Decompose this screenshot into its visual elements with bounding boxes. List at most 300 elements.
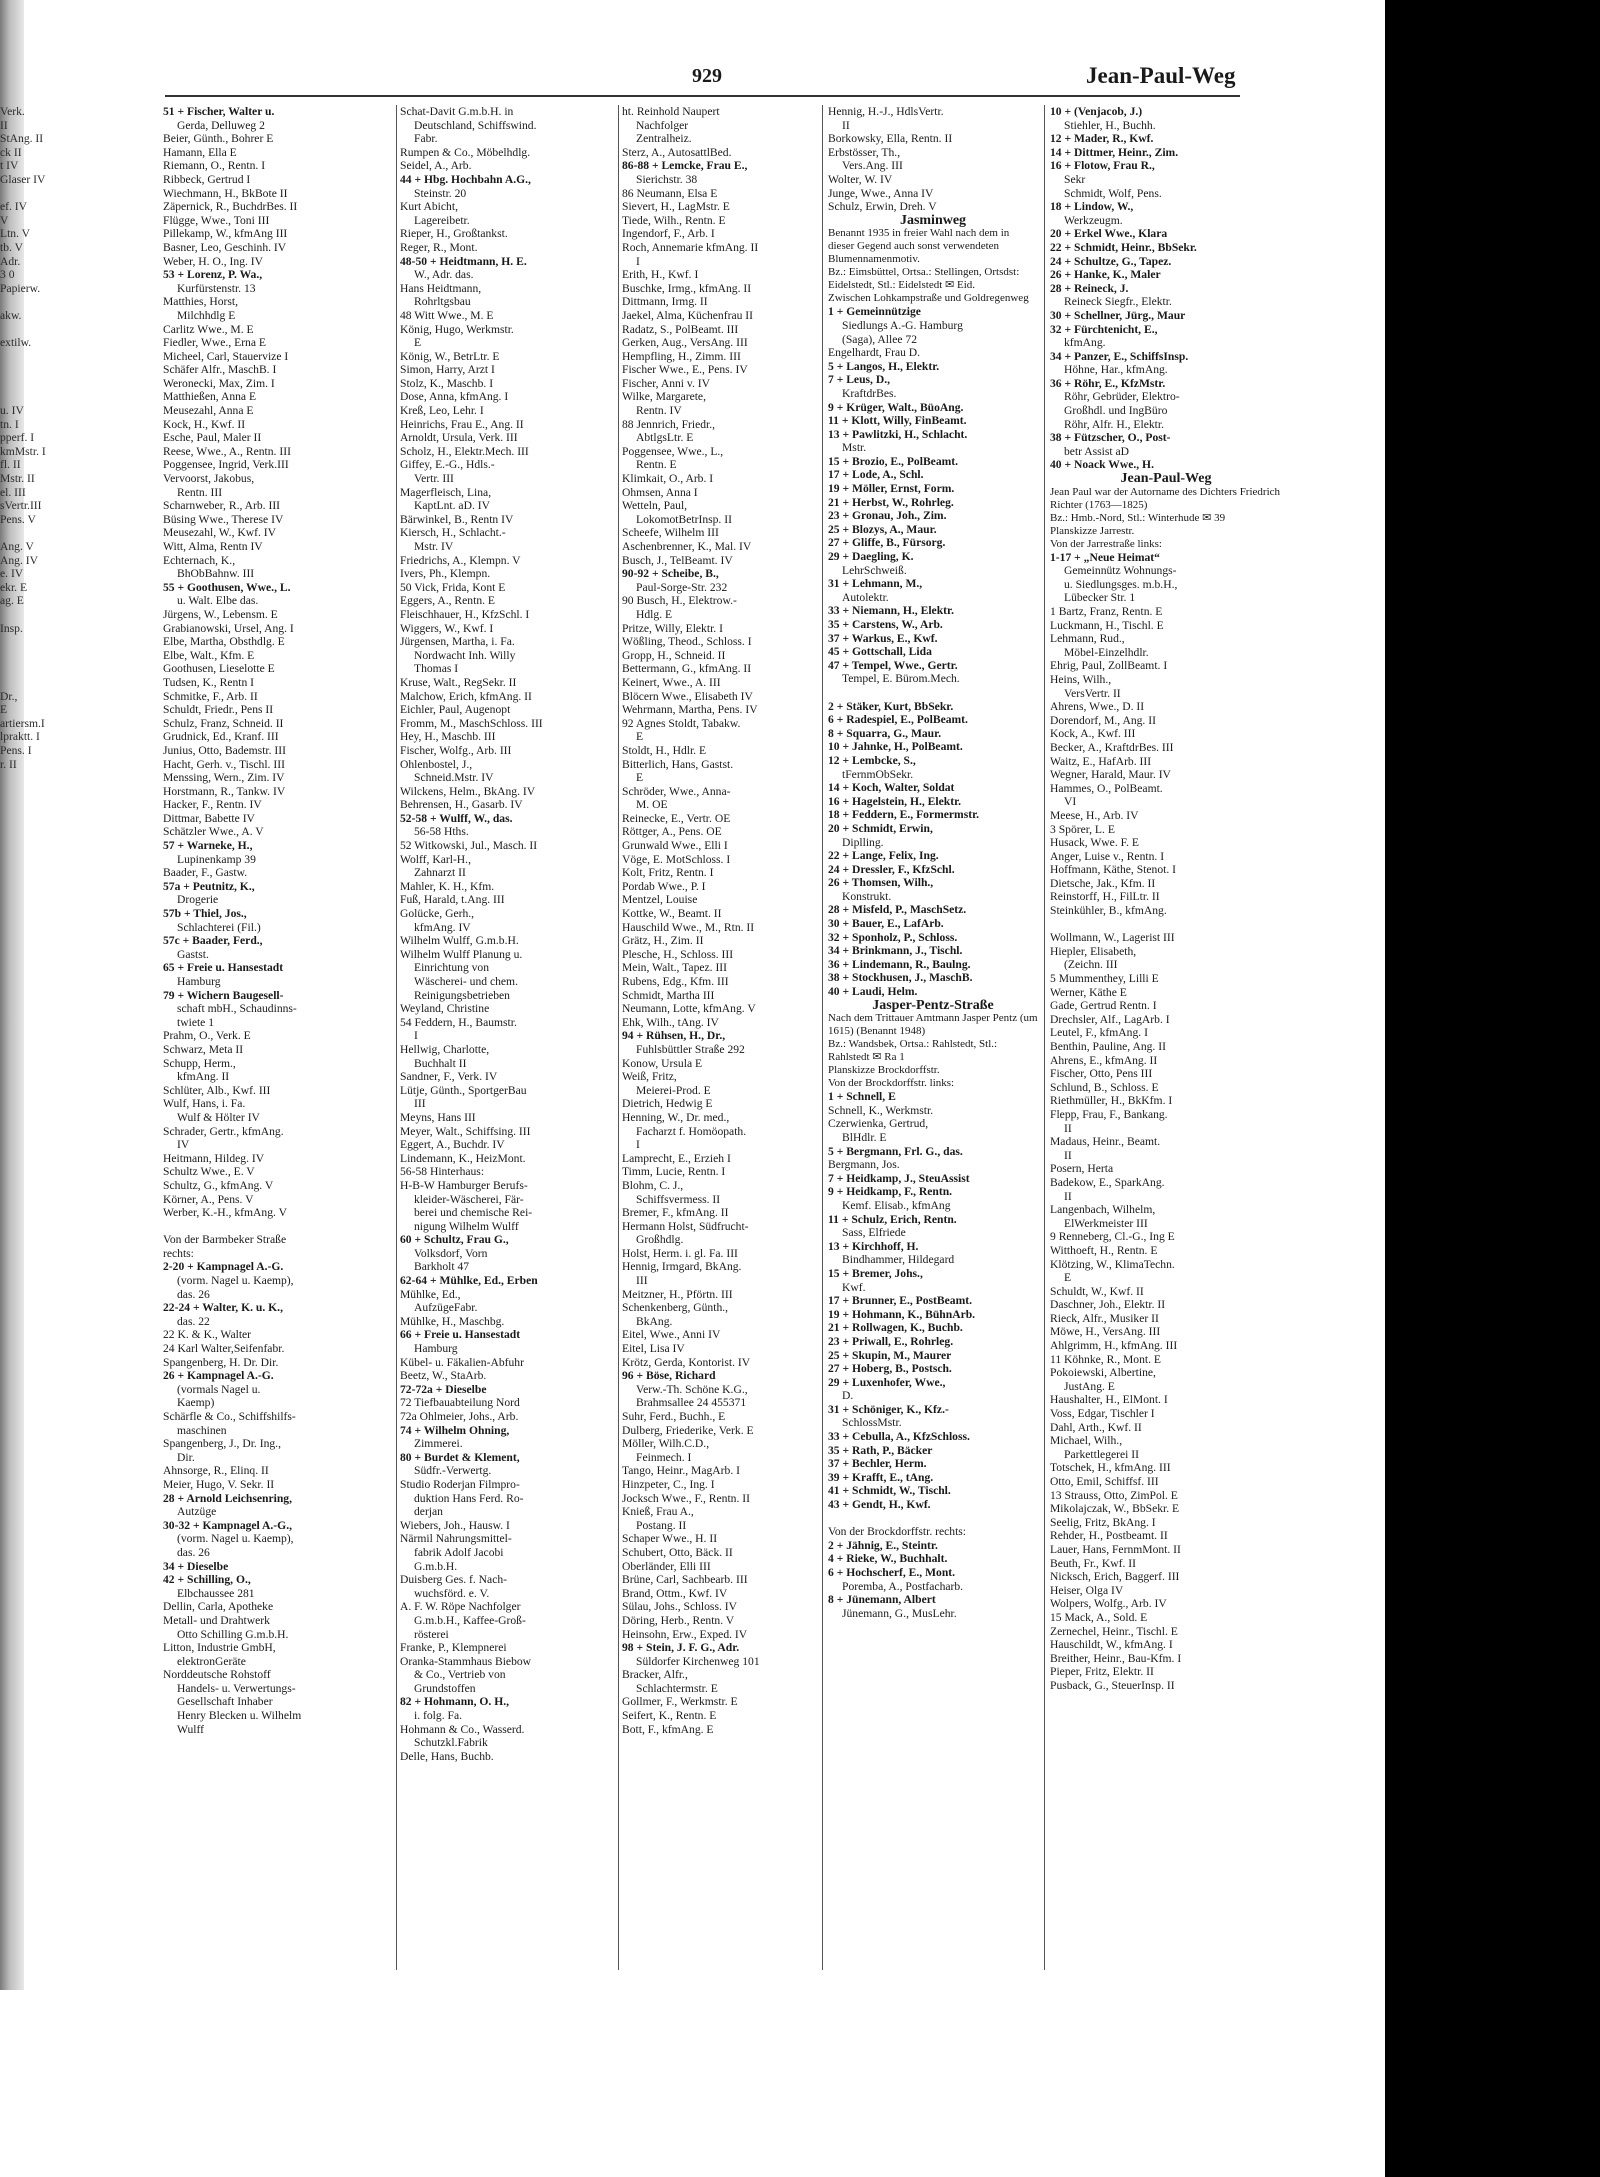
directory-entry: Ahrens, Wwe., D. II [1050, 700, 1145, 714]
directory-entry: Ivers, Ph., Klempn. [400, 567, 491, 581]
directory-entry: Werber, K.-H., kfmAng. V [163, 1206, 287, 1220]
directory-entry: 34 + Brinkmann, J., Tischl. [828, 944, 963, 958]
directory-entry: Meierei-Prod. E [636, 1083, 711, 1097]
directory-entry: Jürgensen, Martha, i. Fa. [400, 635, 515, 649]
directory-entry: 14 + Dittmer, Heinr., Zim. [1050, 145, 1179, 159]
directory-entry: 1 Bartz, Franz, Rentn. E [1050, 605, 1163, 618]
directory-entry: Holst, Herm. i. gl. Fa. III [622, 1246, 738, 1260]
directory-entry: Duisberg Ges. f. Nach- [400, 1573, 507, 1587]
directory-entry: 6 + Hochscherf, E., Mont. [828, 1566, 956, 1579]
directory-entry: tb. V [0, 240, 23, 254]
directory-entry: akw. [0, 308, 22, 322]
directory-entry: Süldorfer Kirchenweg 101 [636, 1654, 760, 1668]
directory-entry: 56-58 Hinterhaus: [400, 1165, 485, 1179]
directory-entry: Scharnweber, R., Arb. III [163, 499, 281, 513]
directory-entry [0, 635, 150, 649]
directory-entry [0, 608, 150, 622]
directory-entry: Breither, Heinr., Bau-Kfm. I [1050, 1651, 1182, 1665]
directory-entry: Möwe, H., VersAng. III [1050, 1325, 1161, 1339]
directory-entry: Weyland, Christine [400, 1002, 490, 1016]
directory-entry: ekr. E [0, 580, 28, 594]
directory-entry: 23 + Gronau, Joh., Zim. [828, 509, 947, 523]
directory-entry: Körner, A., Pens. V [163, 1192, 254, 1206]
directory-entry: Schmidt, Wolf, Pens. [1064, 186, 1162, 200]
directory-entry: Meusezahl, W., Kwf. IV [163, 526, 277, 540]
directory-entry: 36 + Röhr, E., KfzMstr. [1050, 376, 1166, 390]
directory-entry: 42 + Schilling, O., [163, 1573, 251, 1587]
directory-entry: Dir. [177, 1450, 195, 1464]
directory-entry: 26 + Thomsen, Wilh., [828, 876, 934, 890]
directory-entry: Dietsche, Jak., Kfm. II [1050, 876, 1156, 890]
directory-entry: Wößling, Theod., Schloss. I [622, 635, 752, 649]
directory-entry: Schmidt, Martha III [622, 988, 715, 1002]
directory-entry: Schenkenberg, Günth., [622, 1301, 729, 1315]
directory-entry: Kemf. Elisab., kfmAng [842, 1198, 951, 1212]
directory-entry: Gerken, Aug., VersAng. III [622, 336, 748, 350]
directory-entry: Henry Blecken u. Wilhelm [177, 1709, 302, 1723]
directory-entry: 33 + Niemann, H., Elektr. [828, 604, 954, 618]
directory-entry: Rumpen & Co., Möbelhdlg. [400, 145, 531, 159]
directory-entry: Schaper Wwe., H. II [622, 1532, 718, 1546]
directory-entry: derjan [414, 1505, 443, 1519]
directory-entry: Schröder, Wwe., Anna- [622, 784, 731, 798]
street-district-info: Bz.: Hmb.-Nord, Stl.: Winterhude ✉ 39 [1050, 511, 1226, 524]
directory-entry: Micheel, Carl, Stauervize I [163, 349, 289, 363]
directory-entry: Dose, Anna, kfmAng. I [400, 390, 509, 404]
directory-entry: Schulz, Franz, Schneid. II [163, 716, 284, 730]
directory-entry: Luckmann, H., Tischl. E [1050, 618, 1164, 632]
directory-entry: Steinstr. 20 [414, 186, 467, 200]
directory-entry: maschinen [177, 1423, 227, 1437]
directory-entry: Pens. V [0, 512, 36, 526]
directory-entry: Hennig, H.-J., HdlsVertr. [828, 105, 944, 118]
directory-entry: Vervoorst, Jakobus, [163, 472, 255, 486]
directory-entry: 9 Renneberg, Cl.-G., Ing E [1050, 1230, 1175, 1244]
directory-entry: Witt, Alma, Rentn IV [163, 540, 263, 553]
column-1 [163, 105, 393, 1985]
column-divider [396, 105, 397, 1970]
directory-entry: Basner, Leo, Geschinh. IV [163, 240, 287, 254]
directory-entry: 2 + Stäker, Kurt, BbSekr. [828, 699, 954, 713]
directory-entry: Drogerie [177, 893, 219, 907]
directory-entry: Otto, Emil, Schiffsf. III [1050, 1475, 1159, 1488]
column-divider [618, 105, 619, 1970]
directory-entry: Schrader, Gertr., kfmAng. [163, 1124, 284, 1138]
directory-entry: Heinrichs, Frau E., Ang. II [400, 417, 524, 431]
directory-entry: Lauer, Hans, FernmMont. II [1050, 1542, 1181, 1556]
directory-entry: Wilckens, Helm., BkAng. IV [400, 784, 536, 798]
street-subheading: Planskizze Brockdorffstr. [828, 1064, 940, 1077]
directory-entry: Kurt Abicht, [400, 200, 458, 214]
directory-entry: Reese, Wwe., A., Rentn. III [163, 444, 291, 458]
directory-entry: Zahnarzt II [414, 866, 466, 880]
directory-entry: Meier, Hugo, V. Sekr. II [163, 1477, 275, 1491]
directory-entry: 57c + Baader, Ferd., [163, 934, 263, 948]
directory-entry: 94 + Rühsen, H., Dr., [622, 1029, 726, 1043]
directory-entry: i. folg. Fa. [414, 1709, 462, 1723]
directory-entry: Deutschland, Schiffswind. [414, 118, 537, 132]
directory-entry: Schuldt, Friedr., Pens II [163, 703, 274, 717]
directory-entry: Klötzing, W., KlimaTechn. [1050, 1257, 1175, 1271]
directory-entry: Suhr, Ferd., Buchh., E [622, 1410, 726, 1423]
directory-entry: E [0, 703, 8, 717]
directory-entry: duktion Hans Ferd. Ro- [414, 1491, 524, 1505]
directory-entry: Schlachtermstr. E [636, 1681, 718, 1695]
directory-entry: Kreß, Leo, Lehr. I [400, 404, 484, 418]
directory-entry: ck II [0, 145, 22, 159]
directory-entry: I [636, 254, 640, 268]
directory-entry: Hauschild Wwe., M., Rtn. II [622, 920, 755, 934]
directory-entry: Röttger, A., Pens. OE [622, 825, 722, 839]
directory-entry: u. Siedlungsges. m.b.H., [1064, 577, 1178, 591]
directory-entry: Konow, Ursula E [622, 1056, 703, 1070]
directory-entry: 82 + Hohmann, O. H., [400, 1695, 510, 1709]
directory-entry: Parkettlegerei II [1064, 1447, 1139, 1461]
directory-entry: Schubert, Otto, Bäck. II [622, 1545, 733, 1559]
directory-entry: Sievert, H., LagMstr. E [622, 200, 730, 214]
directory-entry: 43 + Gendt, H., Kwf. [828, 1498, 931, 1512]
directory-entry: Feinmech. I [636, 1450, 692, 1464]
directory-entry: 47 + Tempel, Wwe., Gertr. [828, 658, 958, 672]
directory-entry: Hauschildt, W., kfmAng. I [1050, 1638, 1173, 1652]
directory-entry: KraftdrBes. [842, 386, 897, 400]
directory-entry: E [636, 730, 644, 744]
directory-entry: Oranka-Stammhaus Biebow [400, 1654, 532, 1668]
directory-entry: Blöcern Wwe., Elisabeth IV [622, 689, 753, 703]
directory-entry: M. OE [636, 798, 668, 812]
directory-entry: 48 Witt Wwe., M. E [400, 308, 494, 322]
directory-entry: Voss, Edgar, Tischler I [1050, 1407, 1155, 1421]
directory-entry: Wolter, W. IV [828, 172, 893, 186]
directory-entry: II [0, 118, 8, 132]
directory-entry: Hennig, Irmgard, BkAng. [622, 1260, 742, 1274]
directory-entry: VI [1064, 795, 1077, 809]
directory-entry: Aschenbrenner, K., Mal. IV [622, 540, 752, 553]
directory-entry: Scholz, H., Elektr.Mech. III [400, 444, 529, 458]
directory-entry: 25 + Skupin, M., Maurer [828, 1348, 952, 1362]
directory-entry: kleider-Wäscherei, Fär- [414, 1192, 524, 1206]
directory-entry: Mikolajczak, W., BbSekr. E [1050, 1502, 1180, 1516]
directory-entry: 10 + (Venjacob, J.) [1050, 105, 1143, 118]
directory-entry: Eitel, Lisa IV [622, 1342, 685, 1356]
directory-entry: Sterz, A., AutosattlBed. [622, 145, 732, 159]
directory-entry: Meitzner, H., Pförtn. III [622, 1287, 733, 1301]
directory-entry: 16 + Hagelstein, H., Elektr. [828, 794, 962, 808]
directory-entry: Madaus, Heinr., Beamt. [1050, 1135, 1161, 1149]
directory-entry: Menssing, Wern., Zim. IV [163, 771, 285, 785]
directory-entry: 9 + Heidkamp, F., Rentn. [828, 1185, 953, 1199]
directory-entry [0, 676, 150, 690]
directory-entry: 30 + Schellner, Jürg., Maur [1050, 308, 1186, 322]
directory-entry: Weiß, Fritz, [622, 1070, 677, 1084]
directory-entry: Siedlungs A.-G. Hamburg [842, 318, 963, 332]
directory-entry: 53 + Lorenz, P. Wa., [163, 268, 263, 282]
directory-entry: Brüne, Carl, Sachbearb. III [622, 1573, 748, 1587]
directory-entry: Gollmer, F., Werkmstr. E [622, 1695, 738, 1709]
directory-entry: Giffey, E.-G., Hdls.- [400, 458, 495, 472]
directory-entry: Carlitz Wwe., M. E [163, 322, 254, 336]
street-district-info: Bz.: Wandsbek, Ortsa.: Rahlstedt, Stl.: Rahlstedt ✉ Ra 1 [828, 1038, 998, 1064]
directory-entry: 18 + Lindow, W., [1050, 200, 1134, 214]
directory-entry: Konstrukt. [842, 889, 892, 903]
directory-entry: Hamburg [177, 975, 221, 988]
directory-entry: Litton, Industrie GmbH, [163, 1641, 276, 1655]
directory-entry: Weronecki, Max, Zim. I [163, 376, 275, 390]
directory-entry: Seelig, Fritz, BkAng. I [1050, 1515, 1156, 1529]
directory-entry: Schlüter, Alb., Kwf. III [163, 1083, 271, 1097]
directory-entry: Schuldt, W., Kwf. II [1050, 1284, 1144, 1298]
directory-entry: Zimmerei. [414, 1437, 463, 1451]
directory-entry: Reinigungsbetrieben [414, 988, 510, 1002]
directory-entry: Gropp, H., Schneid. II [622, 648, 726, 662]
directory-entry: Meese, H., Arb. IV [1050, 808, 1139, 822]
directory-entry: 38 + Fützscher, O., Post- [1050, 431, 1171, 445]
directory-entry: Badekow, E., SparkAng. [1050, 1175, 1165, 1189]
directory-entry: Junge, Wwe., Anna IV [828, 186, 934, 200]
directory-entry: Mentzel, Louise [622, 893, 698, 907]
directory-entry: Schiffsvermess. II [636, 1192, 721, 1206]
directory-entry: Lübecker Str. 1 [1064, 591, 1136, 605]
directory-entry: 38 + Stockhusen, J., MaschB. [828, 971, 973, 985]
directory-entry: 34 + Dieselbe [163, 1559, 229, 1573]
directory-entry: 3 0 [0, 268, 15, 282]
directory-entry: Timm, Lucie, Rentn. I [622, 1165, 726, 1179]
directory-entry: 2 + Jähnig, E., Steintr. [828, 1538, 938, 1552]
directory-entry: Wilke, Margarete, [622, 390, 706, 404]
directory-entry: 7 + Leus, D., [828, 373, 891, 387]
directory-entry: 22-24 + Walter, K. u. K., [163, 1301, 283, 1315]
directory-entry: Seidel, A., Arb. [400, 159, 472, 173]
directory-entry: Hoffmann, Käthe, Stenot. I [1050, 863, 1177, 877]
directory-entry: Weber, H. O., Ing. IV [163, 254, 264, 268]
directory-entry: t IV [0, 159, 19, 173]
directory-entry: Ehrig, Paul, ZollBeamt. I [1050, 659, 1168, 673]
directory-entry: 10 + Jahnke, H., PolBeamt. [828, 740, 963, 754]
column-5 [1050, 105, 1282, 1985]
directory-entry: Seifert, K., Rentn. E [622, 1709, 717, 1723]
street-heading: Jasper-Pentz-Straße [872, 998, 994, 1013]
directory-entry: 80 + Burdet & Klement, [400, 1450, 520, 1464]
directory-entry: Studio Roderjan Filmpro- [400, 1477, 520, 1491]
directory-entry: Gesellschaft Inhaber [177, 1695, 273, 1709]
directory-entry: Barkholt 47 [414, 1260, 470, 1274]
directory-entry: Prahm, O., Verk. E [163, 1029, 251, 1043]
directory-entry: 72-72a + Dieselbe [400, 1382, 487, 1396]
directory-entry: E [414, 336, 422, 350]
directory-entry: III [414, 1097, 426, 1111]
directory-entry: Anger, Luise v., Rentn. I [1050, 849, 1165, 863]
directory-entry: Reineck Siegfr., Elektr. [1064, 295, 1172, 309]
directory-entry: Schupp, Herm., [163, 1056, 236, 1070]
directory-entry: Fromm, M., MaschSchloss. III [400, 716, 543, 730]
directory-entry: Paul-Sorge-Str. 232 [636, 580, 728, 594]
directory-entry: Haushalter, H., ElMont. I [1050, 1393, 1168, 1407]
directory-entry: ag. E [0, 594, 24, 608]
directory-entry: Werkzeugm. [1064, 213, 1123, 227]
directory-entry: Rehder, H., Postbeamt. II [1050, 1529, 1168, 1543]
directory-entry: Fuhlsbüttler Straße 292 [636, 1042, 745, 1056]
directory-entry: Schulz, Erwin, Dreh. V [828, 200, 937, 214]
column-divider [1044, 105, 1045, 1970]
directory-entry: Handels- u. Verwertungs- [177, 1681, 296, 1695]
directory-entry: Spangenberg, H. Dr. Dir. [163, 1355, 279, 1369]
directory-entry: Stiehler, H., Buchh. [1064, 118, 1156, 132]
directory-entry: kmMstr. I [0, 444, 46, 458]
directory-entry: 26 + Hanke, K., Maler [1050, 268, 1161, 282]
directory-entry: 66 + Freie u. Hansestadt [400, 1328, 521, 1342]
directory-entry: 26 + Kampnagel A.-G. [163, 1369, 274, 1383]
directory-entry: Wilhelm Wulff, G.m.b.H. [400, 934, 519, 948]
street-subheading: Von der Jarrestraße links: [1050, 537, 1162, 550]
header-rule [165, 95, 1240, 97]
directory-entry: elektronGeräte [177, 1654, 246, 1668]
directory-entry: Möbel-Einzelhdlr. [1064, 645, 1149, 659]
directory-entry: Schnell, K., Werkmstr. [828, 1103, 934, 1117]
directory-entry: 23 + Priwall, E., Rohrleg. [828, 1334, 954, 1348]
directory-entry: KaptLnt. aD. IV [414, 499, 490, 513]
directory-entry: H-B-W Hamburger Berufs- [400, 1178, 528, 1192]
directory-entry: Lehmann, Rud., [1050, 632, 1125, 646]
directory-entry: Schäfer Alfr., MaschB. I [163, 363, 277, 377]
directory-entry: Spangenberg, J., Dr. Ing., [163, 1437, 281, 1451]
directory-entry: Wulf, Hans, i. Fa. [163, 1097, 246, 1111]
directory-entry: Henning, W., Dr. med., [622, 1110, 730, 1124]
directory-entry: Kruse, Walt., RegSekr. II [400, 675, 517, 689]
directory-entry: lpraktt. I [0, 730, 40, 744]
directory-entry: Knieß, Frau A., [622, 1505, 694, 1519]
directory-entry: Großhdl. und IngBüro [1064, 404, 1168, 418]
directory-entry: Pieper, Fritz, Elektr. II [1050, 1665, 1154, 1679]
directory-entry: Wolpers, Wolfg., Arb. IV [1050, 1597, 1167, 1611]
directory-entry: Wiechmann, H., BkBote II [163, 186, 288, 200]
directory-entry: 24 Karl Walter,Seifenfabr. [163, 1342, 285, 1356]
directory-entry: Heinsohn, Erw., Exped. IV [622, 1627, 748, 1641]
directory-entry: Hey, H., Maschb. III [400, 730, 496, 744]
directory-entry: 37 + Warkus, E., Kwf. [828, 631, 938, 645]
directory-entry: Hempfling, H., Zimm. III [622, 349, 741, 363]
directory-entry: 13 + Pawlitzki, H., Schlacht. [828, 427, 968, 441]
directory-entry: Ahlgrimm, H., kfmAng. III [1050, 1339, 1178, 1353]
directory-entry: Südfr.-Verwertg. [414, 1464, 492, 1478]
directory-entry: twiete 1 [177, 1015, 215, 1029]
directory-entry: Kolt, Fritz, Rentn. I [622, 866, 714, 880]
directory-entry: Ang. V [0, 540, 34, 553]
directory-entry [163, 1220, 393, 1234]
street-description: Jean Paul war der Autorname des Dichters Friedrich Richter (1763—1825) [1050, 485, 1281, 511]
directory-entry: Schwarz, Meta II [163, 1042, 244, 1056]
directory-entry: Schat-Davit G.m.b.H. in [400, 105, 514, 118]
directory-entry: 74 + Wilhelm Ohning, [400, 1423, 510, 1437]
directory-entry: Beuth, Fr., Kwf. II [1050, 1556, 1136, 1570]
directory-entry: Dahl, Arth., Kwf. II [1050, 1420, 1142, 1434]
directory-entry: Malchow, Erich, kfmAng. II [400, 689, 532, 703]
directory-entry: 8 + Jünemann, Albert [828, 1593, 936, 1607]
directory-entry: pperf. I [0, 431, 35, 445]
directory-entry: Bindhammer, Hildegard [842, 1253, 955, 1267]
directory-entry: Drechsler, Alf., LagArb. I [1050, 1012, 1170, 1026]
directory-entry: 72a Ohlmeier, Johs., Arb. [400, 1410, 519, 1423]
directory-entry: Lagereibetr. [414, 213, 470, 227]
directory-entry: Ltn. V [0, 227, 31, 241]
directory-entry: Rieck, Alfr., Musiker II [1050, 1311, 1159, 1325]
directory-entry: Ribbeck, Gertrud I [163, 172, 251, 186]
directory-entry: & Co., Vertrieb von [414, 1668, 506, 1682]
directory-entry: Pritze, Willy, Elektr. I [622, 621, 723, 635]
directory-entry [0, 526, 150, 540]
directory-entry: u. Walt. Elbe das. [177, 594, 259, 608]
directory-entry: Wäscherei- und chem. [414, 975, 518, 988]
directory-entry: Wetteln, Paul, [622, 499, 688, 513]
directory-entry: Ohmsen, Anna I [622, 485, 698, 499]
directory-entry: Möller, Wilh.C.D., [622, 1437, 710, 1451]
directory-entry: ht. Reinhold Naupert [622, 105, 720, 118]
directory-entry: (Saga), Allee 72 [842, 332, 918, 346]
directory-entry: Witthoeft, H., Rentn. E [1050, 1243, 1158, 1257]
directory-entry: 52-58 + Wulff, W., das. [400, 811, 513, 825]
directory-entry: Rentn. IV [636, 404, 682, 418]
directory-entry: Einrichtung von [414, 961, 490, 975]
directory-entry: 44 + Hbg. Hochbahn A.G., [400, 172, 531, 186]
directory-entry: Hammes, O., PolBeamt. [1050, 781, 1163, 795]
directory-entry: Wiebers, Joh., Hausw. I [400, 1518, 510, 1532]
directory-entry: 30-32 + Kampnagel A.-G., [163, 1518, 292, 1532]
directory-entry: Hermann Holst, Südfrucht- [622, 1219, 749, 1233]
directory-entry: Pokoiewski, Albertine, [1050, 1366, 1156, 1380]
directory-entry: Dietrich, Hedwig E [622, 1097, 713, 1111]
directory-entry: SchlossMstr. [842, 1416, 902, 1430]
directory-entry: kfmAng. [1064, 336, 1106, 350]
directory-entry: 20 + Schmidt, Erwin, [828, 821, 933, 835]
directory-entry: Sass, Elfriede [842, 1226, 906, 1240]
directory-entry: Brahmsallee 24 455371 [636, 1396, 747, 1410]
directory-entry: König, W., BetrLtr. E [400, 349, 500, 363]
directory-entry: Kaemp) [177, 1396, 215, 1410]
directory-entry: tn. I [0, 417, 19, 431]
directory-entry: Nicksch, Erich, Baggerf. III [1050, 1570, 1180, 1584]
directory-entry: Adr. [0, 254, 21, 268]
directory-entry: Autolektr. [842, 590, 889, 604]
directory-entry: das. 22 [177, 1314, 210, 1328]
directory-entry: Ohlenbostel, J., [400, 757, 473, 771]
street-district-info: Bz.: Eimsbüttel, Ortsa.: Stellingen, Ortsdst: Eidelstedt, Stl.: Eidelstedt ✉ Eid. [828, 266, 1020, 292]
directory-entry: Buchhalt II [414, 1056, 467, 1070]
directory-entry: Hdlg. E [636, 607, 673, 621]
directory-entry: Meyer, Walt., Schiffsing. III [400, 1124, 531, 1138]
scan-border-bottom [0, 1990, 1385, 2177]
directory-entry [828, 686, 1038, 700]
directory-entry: Blohm, C. J., [622, 1178, 684, 1192]
directory-entry: e. IV [0, 567, 24, 581]
directory-entry: Mühlke, H., Maschbg. [400, 1314, 505, 1328]
directory-entry: 8 + Squarra, G., Maur. [828, 726, 942, 740]
directory-entry: II [1064, 1148, 1072, 1162]
directory-entry: kfmAng. II [177, 1070, 230, 1084]
directory-entry: Rentn. E [636, 458, 677, 472]
directory-entry: Döring, Herb., Rentn. V [622, 1613, 735, 1627]
directory-entry: Dittmar, Babette IV [163, 811, 255, 825]
directory-entry: Wulf & Hölter IV [177, 1110, 260, 1124]
directory-entry: 14 + Koch, Walter, Soldat [828, 781, 955, 795]
directory-entry: Borkowsky, Ella, Rentn. II [828, 132, 953, 146]
directory-entry: Hohmann & Co., Wasserd. [400, 1722, 525, 1736]
directory-entry: BhObBahnw. III [177, 567, 255, 581]
directory-entry: Kock, A., Kwf. III [1050, 727, 1136, 741]
directory-entry: 19 + Möller, Ernst, Form. [828, 482, 955, 496]
directory-entry: Thomas I [414, 662, 459, 676]
directory-entry: Daschner, Joh., Elektr. II [1050, 1298, 1166, 1312]
directory-entry: V [0, 213, 9, 227]
directory-entry: 24 + Dressler, F., KfzSchl. [828, 862, 955, 876]
